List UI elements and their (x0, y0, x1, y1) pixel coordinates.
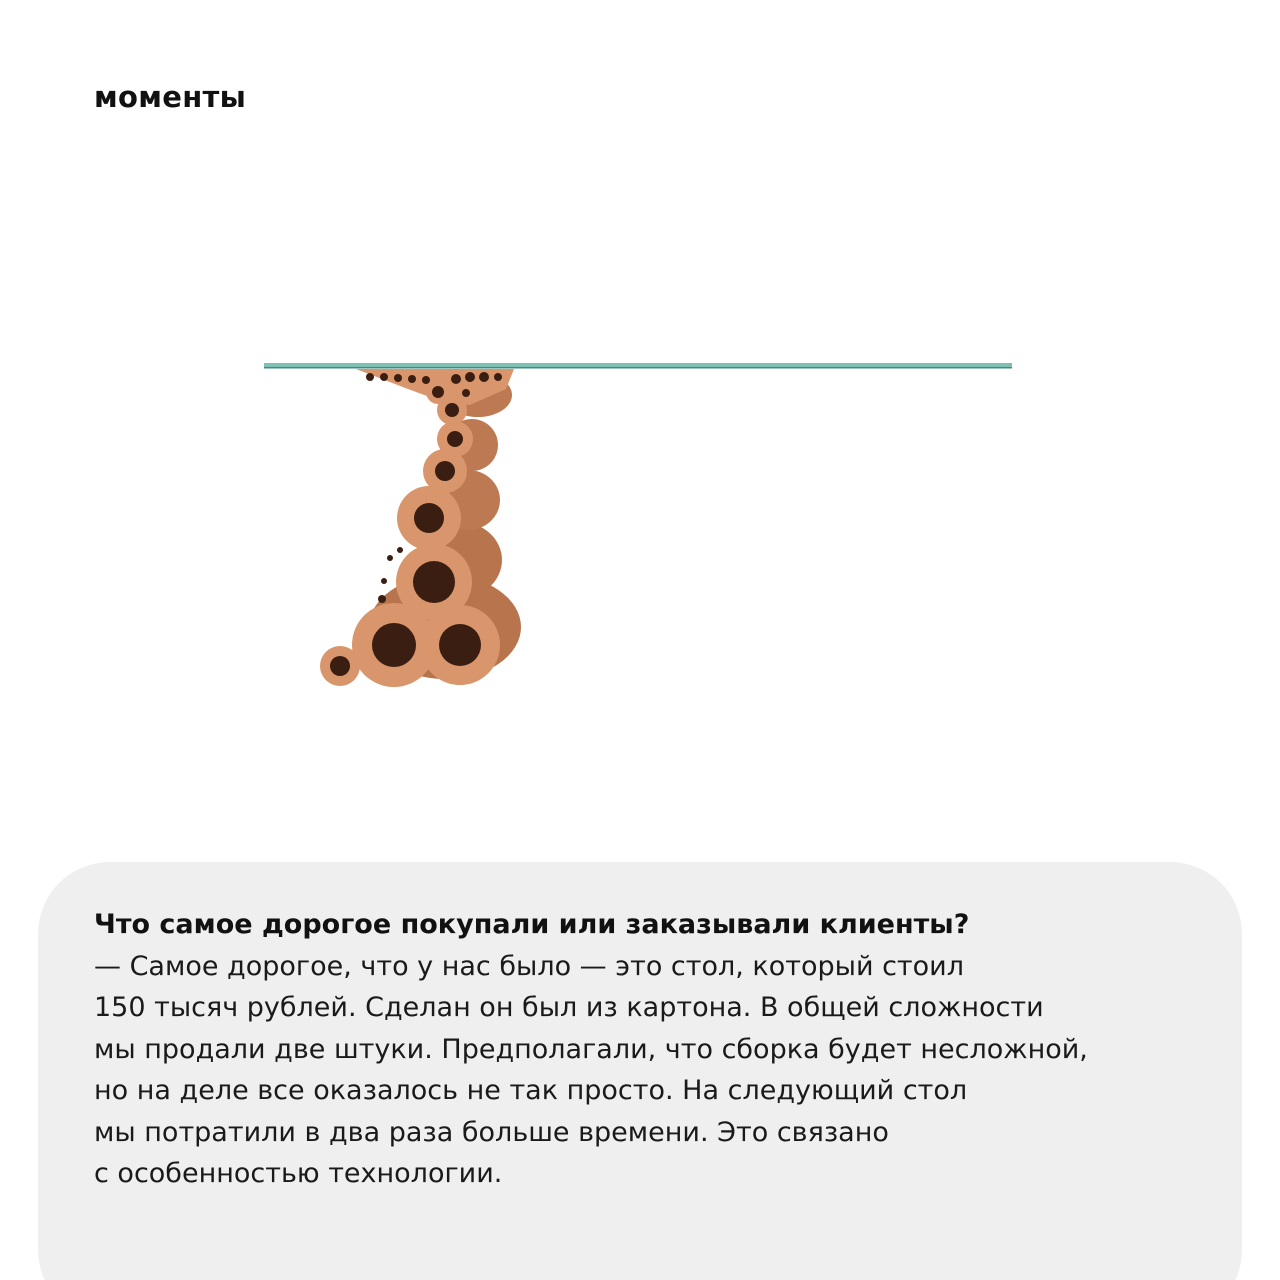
left-table-leg (320, 369, 521, 687)
caption-answer-line: но на деле все оказалось не так просто. На следующий стол (94, 1075, 968, 1106)
cardboard-table-photo (260, 355, 1020, 700)
caption-question: Что самое дорогое покупали или заказывали клиенты? (94, 909, 970, 940)
caption-answer-line: с особенностью технологии. (94, 1158, 503, 1189)
caption-answer-line: — Самое дорогое, что у нас было — это стол, который стоил (94, 950, 964, 982)
caption-answer-line: 150 тысяч рублей. Сделан он был из картона. В общей сложности (94, 992, 1044, 1023)
glass-tabletop (264, 363, 1012, 367)
section-title: моменты (94, 80, 247, 114)
caption-text (94, 904, 1194, 1195)
caption-answer-line: мы продали две штуки. Предполагали, что сборка будет несложной, (94, 1033, 1088, 1065)
caption-answer-line: мы потратили в два раза больше времени. Это связано (94, 1116, 889, 1148)
